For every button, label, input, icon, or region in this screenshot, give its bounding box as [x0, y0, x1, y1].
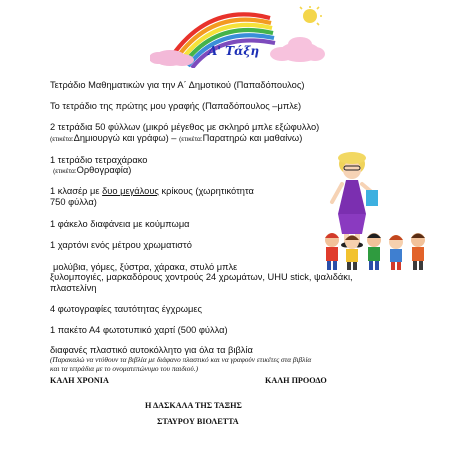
notebook-labels-line	[50, 133, 302, 145]
label-prefix: (ετικέτα:	[50, 136, 74, 143]
greeting-happy-year: ΚΑΛΗ ΧΡΟΝΙΑ	[50, 376, 109, 385]
cardboard-item: 1 χαρτόνι ενός μέτρου χρωματιστό	[50, 240, 192, 250]
label-prefix: (ετικέτα:	[53, 168, 77, 175]
label-value: Δημιουργώ και γράφω)	[73, 133, 169, 143]
art-supplies-item: ξυλομπογιές, μαρκαδόρους χοντρούς 24 χρωμάτων, UHU stick, ψαλιδάκι,	[50, 272, 353, 282]
label-value: Ορθογραφία)	[76, 165, 132, 175]
teacher-name: ΣΤΑΥΡΟΥ ΒΙΟΛΕΤΤΑ	[157, 417, 239, 426]
two-notebooks-item: 2 τετράδια 50 φύλλων (μικρό μέγεθος με σκληρό μπλε εξώφυλλο)	[50, 122, 320, 132]
underlined-text: δυο μεγάλους	[102, 186, 159, 196]
plasticine-item: πλαστελίνη	[50, 283, 97, 293]
children-illustration-icon	[322, 228, 430, 272]
label-value: Παρατηρώ και μαθαίνω)	[202, 133, 303, 143]
stationery-item: μολύβια, γόμες, ξύστρα, χάρακα, στυλό μπλε	[53, 262, 238, 272]
folder-item: 1 φάκελο διαφάνεια με κούμπωμα	[50, 219, 190, 229]
greeting-good-progress: ΚΑΛΗ ΠΡΟΟΔΟ	[265, 376, 327, 385]
photos-item: 4 φωτογραφίες ταυτότητας έγχρωμες	[50, 304, 202, 314]
binder-capacity: 750 φύλλα)	[50, 197, 97, 207]
text-segment: κρίκους (χωρητικότητα	[158, 186, 254, 196]
spelling-label-line	[53, 165, 131, 177]
rainbow-cloud-banner-icon	[150, 6, 325, 68]
ruled-notebook-item: 1 τετράδιο τετραχάρακο	[50, 155, 148, 165]
teacher-role: Η ΔΑΣΚΑΛΑ ΤΗΣ ΤΑΞΗΣ	[145, 401, 242, 410]
separator: –	[168, 133, 180, 143]
first-writing-notebook-item: Το τετράδιο της πρώτης μου γραφής (Παπαδόπουλος –μπλε)	[50, 101, 302, 111]
text-segment: 1 κλασέρ με	[50, 186, 103, 196]
math-notebook-item: Τετράδιο Μαθηματικών για την Α΄ Δημοτικού (Παπαδόπουλος)	[50, 80, 305, 90]
instructions-note: (Παρακαλώ να ντύθουν τα βιβλία με διάφανο πλαστικό και να γραφούν ετικέτες στα βιβλία	[50, 355, 312, 364]
binder-item	[50, 186, 254, 197]
label-prefix: (ετικέτα:	[179, 136, 203, 143]
instructions-note: και τα τετράδια με το ονοματεπώνυμο του παιδιού.)	[50, 364, 199, 373]
paper-pack-item: 1 πακέτο Α4 φωτοτυπικό χαρτί (500 φύλλα)	[50, 325, 228, 335]
banner-title: Α' Τάξη	[208, 44, 260, 58]
cover-film-item: διαφανές πλαστικό αυτοκόλλητο για όλα τα βιβλία	[50, 345, 253, 355]
